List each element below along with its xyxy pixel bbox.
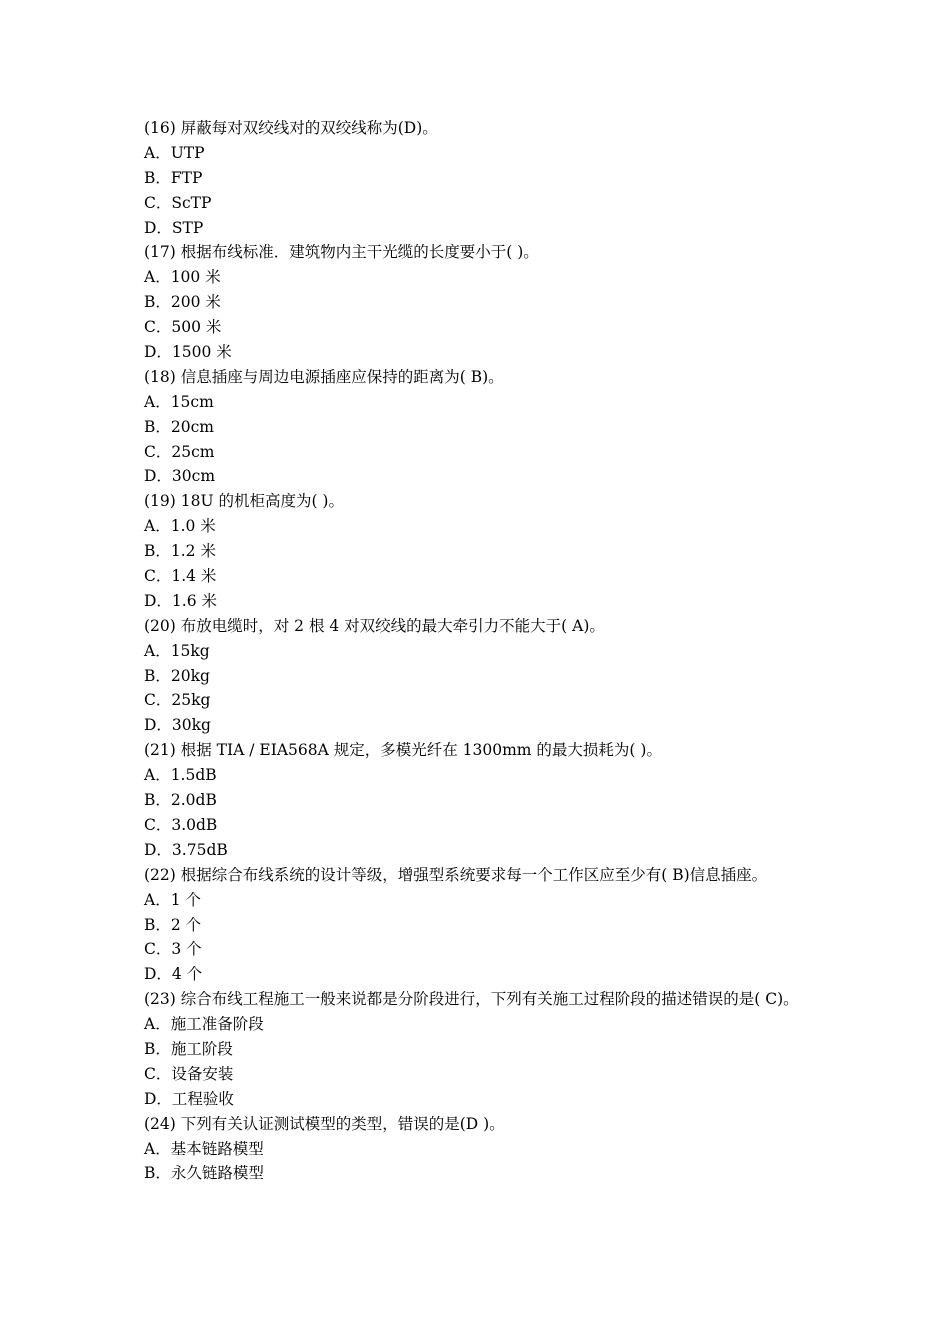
option-d: D．1500 米: [144, 343, 232, 362]
option-a: A．施工准备阶段: [144, 1015, 264, 1034]
option-d: D．3.75dB: [144, 840, 228, 859]
option-d: D．30cm: [144, 467, 216, 486]
option-b: B．永久链路模型: [144, 1164, 264, 1183]
question-stem: (18) 信息插座与周边电源插座应保持的距离为( B)。: [144, 367, 504, 386]
option-c: C．1.4 米: [144, 567, 217, 586]
option-c: C．25cm: [144, 442, 215, 461]
option-a: A．UTP: [144, 143, 205, 162]
question-stem: (19) 18U 的机柜高度为( )。: [144, 492, 344, 511]
option-d: D．STP: [144, 218, 204, 237]
option-b: B．2 个: [144, 915, 202, 934]
option-c: C．ScTP: [144, 193, 212, 212]
option-b: B．20cm: [144, 417, 214, 436]
option-b: B．施工阶段: [144, 1039, 233, 1058]
option-b: B．FTP: [144, 168, 203, 187]
option-b: B．1.2 米: [144, 542, 216, 561]
question-stem: (17) 根据布线标准．建筑物内主干光缆的长度要小于( )。: [144, 243, 539, 262]
option-d: D．30kg: [144, 716, 211, 735]
question-stem: (16) 屏蔽每对双绞线对的双绞线称为(D)。: [144, 119, 438, 137]
question-stem: (24) 下列有关认证测试模型的类型，错误的是(D )。: [144, 1114, 505, 1133]
option-d: D．4 个: [144, 965, 203, 984]
option-d: D．工程验收: [144, 1089, 234, 1108]
option-b: B．20kg: [144, 666, 210, 685]
option-c: C．3 个: [144, 940, 202, 959]
question-stem: (20) 布放电缆时，对 2 根 4 对双绞线的最大牵引力不能大于( A)。: [144, 616, 605, 635]
option-b: B．2.0dB: [144, 791, 217, 810]
option-c: C．25kg: [144, 691, 211, 710]
option-b: B．200 米: [144, 293, 221, 312]
option-c: C．设备安装: [144, 1064, 234, 1083]
question-stem: (21) 根据 TIA / EIA568A 规定，多模光纤在 1300mm 的最大损耗为( )。: [144, 741, 662, 760]
question-stem: (23) 综合布线工程施工一般来说都是分阶段进行，下列有关施工过程阶段的描述错误的是( C)。: [144, 990, 799, 1009]
option-a: A．1 个: [144, 890, 201, 909]
question-stem: (22) 根据综合布线系统的设计等级，增强型系统要求每一个工作区应至少有( B)信息插座。: [144, 865, 768, 884]
option-a: A．100 米: [144, 268, 221, 287]
option-c: C．500 米: [144, 318, 222, 337]
option-a: A．1.0 米: [144, 517, 216, 536]
option-a: A．15kg: [144, 641, 210, 660]
document-page: [144, 116, 824, 1186]
option-a: A．15cm: [144, 392, 214, 411]
option-a: A．1.5dB: [144, 766, 217, 785]
option-c: C．3.0dB: [144, 815, 218, 834]
option-d: D．1.6 米: [144, 591, 218, 610]
option-a: A．基本链路模型: [144, 1139, 264, 1158]
